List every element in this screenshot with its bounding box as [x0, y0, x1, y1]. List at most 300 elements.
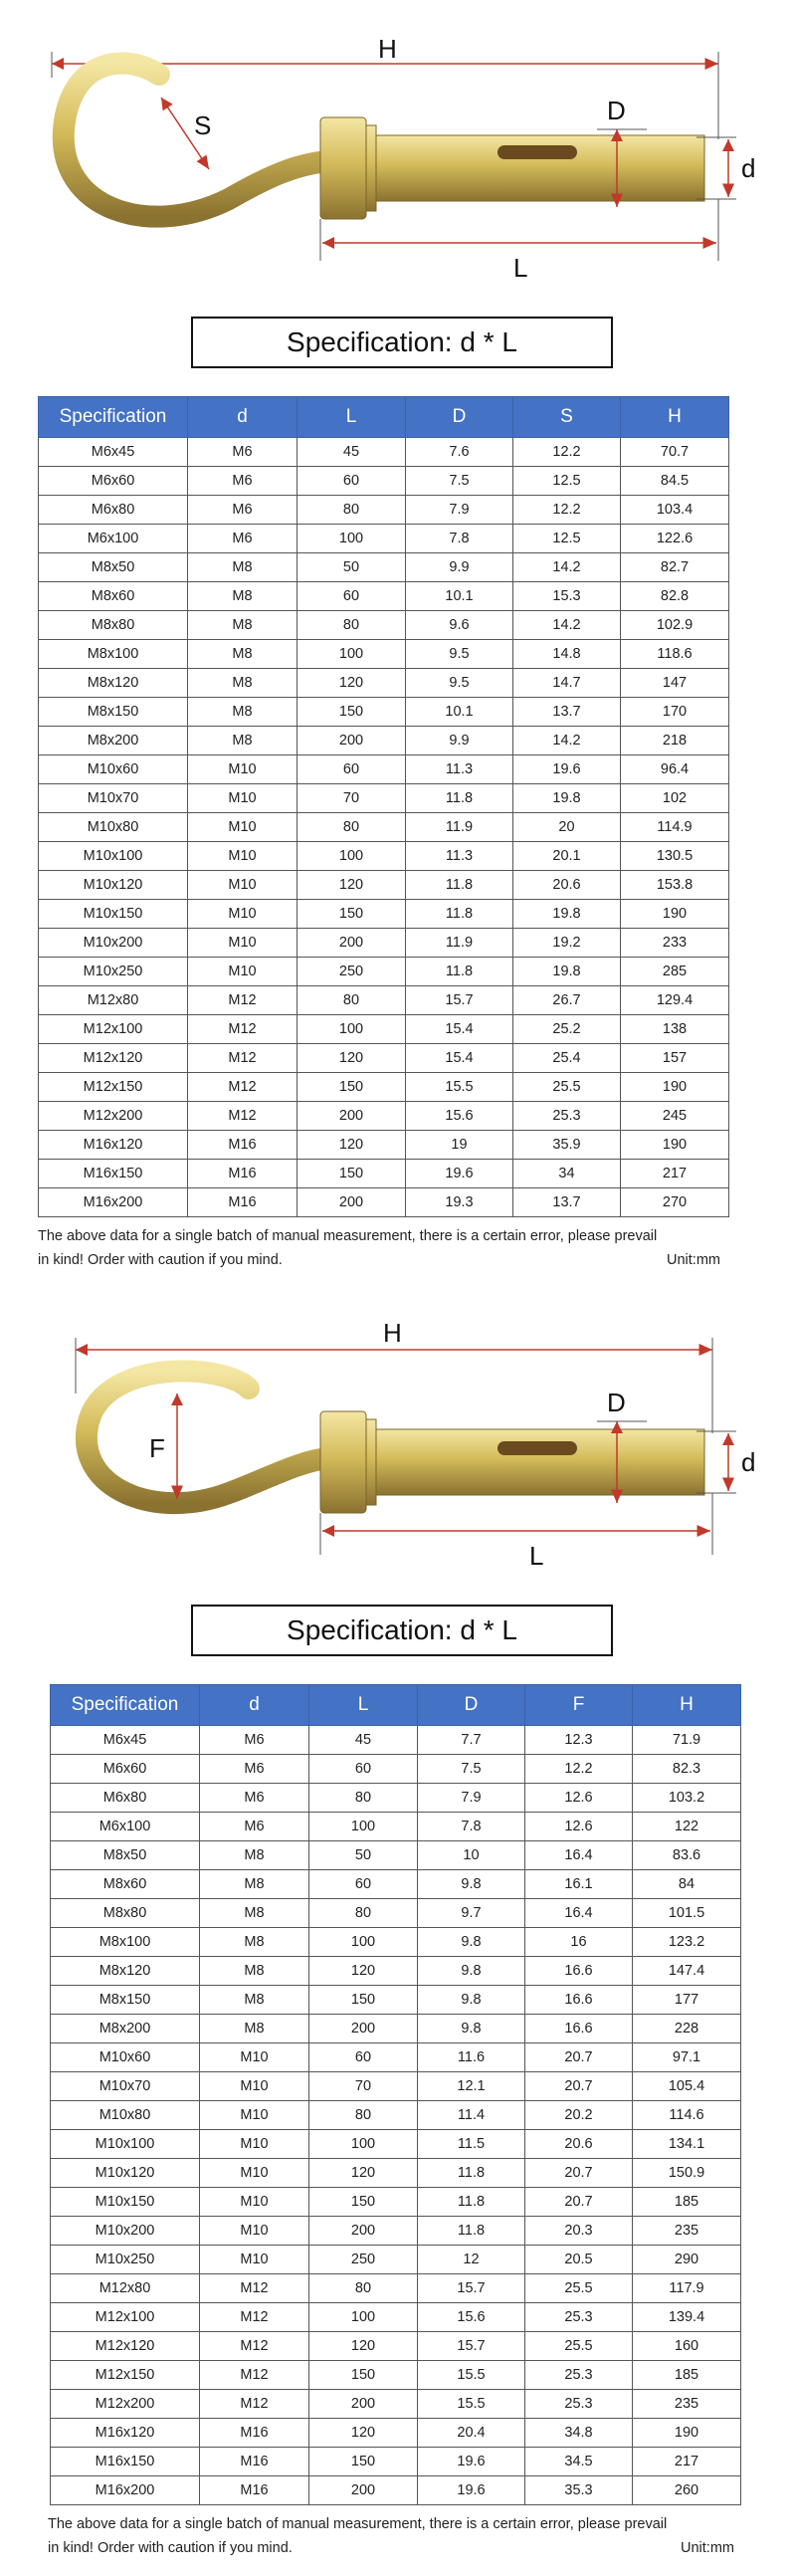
table-cell: M8: [200, 1841, 309, 1870]
table-cell: M6x45: [39, 438, 188, 467]
column-header: d: [200, 1685, 309, 1726]
column-header: S: [513, 397, 621, 438]
table-cell: 10.1: [406, 582, 513, 611]
table-cell: 114.9: [621, 813, 729, 842]
table-cell: 200: [298, 929, 406, 958]
table-cell: 12.2: [525, 1755, 633, 1784]
table-cell: M16: [188, 1188, 298, 1217]
table-cell: 19.8: [513, 958, 621, 986]
table-cell: 70: [298, 784, 406, 813]
table-cell: 50: [309, 1841, 418, 1870]
table-cell: 120: [298, 871, 406, 900]
table-cell: 7.5: [406, 467, 513, 496]
table-cell: 12: [418, 2246, 525, 2274]
table-cell: 170: [621, 698, 729, 727]
table-cell: M6: [200, 1784, 309, 1813]
table-cell: M12x200: [39, 1102, 188, 1131]
table-row: [51, 1928, 741, 1957]
table-cell: 11.8: [418, 2159, 525, 2188]
table-cell: 177: [633, 1986, 741, 2015]
table-cell: 16.4: [525, 1899, 633, 1928]
table-cell: M10x70: [39, 784, 188, 813]
table-cell: M6x80: [39, 496, 188, 525]
table-cell: 190: [633, 2419, 741, 2448]
table-cell: 9.9: [406, 727, 513, 755]
column-header: L: [309, 1685, 418, 1726]
table-cell: 25.4: [513, 1044, 621, 1073]
table-cell: M12x80: [51, 2274, 200, 2303]
note-line-2: in kind! Order with caution if you mind.: [48, 2540, 293, 2556]
table-cell: 9.6: [406, 611, 513, 640]
table-cell: 25.3: [513, 1102, 621, 1131]
table-cell: 82.8: [621, 582, 729, 611]
table-cell: M8: [188, 553, 298, 582]
table-cell: M10x120: [39, 871, 188, 900]
table-cell: 16.6: [525, 1986, 633, 2015]
table-cell: M10x70: [51, 2072, 200, 2101]
table-cell: 100: [298, 842, 406, 871]
table-row: [39, 1160, 729, 1188]
table-cell: M10x100: [51, 2130, 200, 2159]
table-cell: 120: [309, 2332, 418, 2361]
table-row: [39, 438, 729, 467]
table-cell: 200: [309, 2217, 418, 2246]
label-d-2: d: [741, 1447, 756, 1477]
table-row: [39, 958, 729, 986]
table-cell: M6: [200, 1755, 309, 1784]
table-cell: M10: [200, 2130, 309, 2159]
table-cell: 11.4: [418, 2101, 525, 2130]
table-cell: 150: [298, 1073, 406, 1102]
table-row: [51, 1726, 741, 1755]
table-cell: 15.6: [418, 2303, 525, 2332]
hex-nut: [320, 117, 366, 219]
table-cell: 96.4: [621, 755, 729, 784]
table-cell: 14.2: [513, 727, 621, 755]
table-cell: M8x200: [39, 727, 188, 755]
note-line-1: The above data for a single batch of manual measurement, there is a certain error, please prevail: [48, 2516, 668, 2532]
table-cell: 9.8: [418, 2015, 525, 2043]
table-cell: M6: [188, 438, 298, 467]
table-cell: 147: [621, 669, 729, 698]
table-cell: 290: [633, 2246, 741, 2274]
table-row: [51, 1870, 741, 1899]
table-cell: 150: [298, 1160, 406, 1188]
table-cell: M12: [200, 2274, 309, 2303]
table-cell: 45: [298, 438, 406, 467]
table-cell: 15.3: [513, 582, 621, 611]
table-cell: M8: [200, 1928, 309, 1957]
table-cell: 9.8: [418, 1870, 525, 1899]
label-D-2: D: [607, 1388, 626, 1417]
eye-bolt-drawing: [0, 1294, 796, 1593]
table-cell: 11.8: [406, 958, 513, 986]
table-cell: 9.9: [406, 553, 513, 582]
table-cell: 11.3: [406, 842, 513, 871]
table-cell: 12.6: [525, 1813, 633, 1841]
table-row: [51, 2246, 741, 2274]
table-cell: 25.3: [525, 2303, 633, 2332]
table-row: [51, 2361, 741, 2390]
table-cell: 100: [298, 1015, 406, 1044]
table-cell: 190: [621, 1073, 729, 1102]
table-cell: 235: [633, 2390, 741, 2419]
table-cell: 13.7: [513, 1188, 621, 1217]
table-cell: 70: [309, 2072, 418, 2101]
table-cell: 25.5: [513, 1073, 621, 1102]
table-row: [39, 842, 729, 871]
column-header: D: [406, 397, 513, 438]
table-cell: 19.6: [418, 2476, 525, 2505]
table-cell: 235: [633, 2217, 741, 2246]
table-cell: 260: [633, 2476, 741, 2505]
hook-bolt-drawing: [0, 0, 796, 299]
table-cell: 82.3: [633, 1755, 741, 1784]
table-cell: M8: [200, 1899, 309, 1928]
table-header-row: [39, 397, 729, 438]
table-row: [39, 525, 729, 553]
table-cell: 20.7: [525, 2043, 633, 2072]
table-row: [39, 582, 729, 611]
table-row: [51, 1784, 741, 1813]
table-row: [51, 2130, 741, 2159]
table-row: [39, 698, 729, 727]
table-cell: 60: [298, 755, 406, 784]
table-row: [39, 755, 729, 784]
table-cell: M16: [200, 2419, 309, 2448]
table-cell: 84: [633, 1870, 741, 1899]
note-line-1: The above data for a single batch of manual measurement, there is a certain error, please prevail: [38, 1228, 658, 1244]
table-cell: 100: [309, 1813, 418, 1841]
table-cell: 12.2: [513, 496, 621, 525]
label-d: d: [741, 153, 756, 183]
table-row: [51, 1986, 741, 2015]
table-row: [39, 727, 729, 755]
table-cell: M6x45: [51, 1726, 200, 1755]
table-cell: 11.8: [406, 784, 513, 813]
table-cell: 228: [633, 2015, 741, 2043]
column-header: d: [188, 397, 298, 438]
table-cell: 16.4: [525, 1841, 633, 1870]
table-cell: M8x50: [51, 1841, 200, 1870]
table-cell: 15.7: [418, 2274, 525, 2303]
table-cell: 120: [309, 1957, 418, 1986]
table-cell: 15.6: [406, 1102, 513, 1131]
label-S: S: [194, 110, 212, 140]
table-cell: 10: [418, 1841, 525, 1870]
table-cell: 19.6: [513, 755, 621, 784]
table-cell: 7.7: [418, 1726, 525, 1755]
table-cell: M16: [188, 1160, 298, 1188]
table-cell: M10: [188, 842, 298, 871]
table-cell: M10: [188, 929, 298, 958]
table-cell: 200: [309, 2476, 418, 2505]
table-cell: 11.8: [406, 871, 513, 900]
table-cell: M12x150: [39, 1073, 188, 1102]
table-cell: 25.3: [525, 2390, 633, 2419]
spec-table-2: [50, 1684, 741, 2505]
table-cell: M12x120: [51, 2332, 200, 2361]
table-cell: 114.6: [633, 2101, 741, 2130]
table-cell: 14.2: [513, 611, 621, 640]
table-cell: M6: [188, 467, 298, 496]
table-cell: 71.9: [633, 1726, 741, 1755]
table-cell: 120: [298, 1131, 406, 1160]
table-cell: 13.7: [513, 698, 621, 727]
table-cell: M8x60: [39, 582, 188, 611]
table-cell: M16: [200, 2448, 309, 2476]
table-cell: M12: [200, 2361, 309, 2390]
label-D: D: [607, 96, 626, 125]
table-cell: M10: [200, 2159, 309, 2188]
table-cell: 15.5: [418, 2361, 525, 2390]
table-cell: 7.9: [406, 496, 513, 525]
table-cell: 84.5: [621, 467, 729, 496]
table-cell: M16: [200, 2476, 309, 2505]
table-cell: M8x200: [51, 2015, 200, 2043]
table-cell: 150: [309, 2448, 418, 2476]
table-cell: 20.3: [525, 2217, 633, 2246]
table-cell: 200: [298, 1188, 406, 1217]
table-cell: 12.5: [513, 525, 621, 553]
table-cell: 100: [309, 1928, 418, 1957]
table-cell: M12: [188, 1044, 298, 1073]
table-row: [39, 1188, 729, 1217]
table-cell: 9.5: [406, 640, 513, 669]
table-cell: 200: [309, 2015, 418, 2043]
table-cell: M8x120: [39, 669, 188, 698]
table-cell: 34.8: [525, 2419, 633, 2448]
table-cell: 185: [633, 2188, 741, 2217]
table-cell: M10x60: [51, 2043, 200, 2072]
table-row: [51, 2043, 741, 2072]
hex-nut-2: [320, 1411, 366, 1513]
table-cell: 60: [298, 582, 406, 611]
table-cell: M8: [200, 2015, 309, 2043]
table-cell: M6x100: [51, 1813, 200, 1841]
table-cell: 70.7: [621, 438, 729, 467]
table-cell: 80: [309, 1899, 418, 1928]
label-L: L: [513, 253, 528, 283]
table-cell: 15.4: [406, 1044, 513, 1073]
table-cell: M10: [188, 813, 298, 842]
table-cell: M16x120: [51, 2419, 200, 2448]
table-cell: 25.2: [513, 1015, 621, 1044]
spec-table-1: [38, 396, 729, 1217]
table-row: [39, 813, 729, 842]
table-cell: 102.9: [621, 611, 729, 640]
table-row: [51, 2015, 741, 2043]
table-cell: 15.5: [406, 1073, 513, 1102]
table-cell: 200: [298, 727, 406, 755]
table-cell: 80: [298, 986, 406, 1015]
table-cell: 233: [621, 929, 729, 958]
table-cell: 19: [406, 1131, 513, 1160]
table-cell: 60: [309, 1870, 418, 1899]
label-H: H: [378, 34, 397, 64]
table-cell: M10: [188, 784, 298, 813]
table-cell: 25.5: [525, 2274, 633, 2303]
table-cell: M12x100: [39, 1015, 188, 1044]
table-cell: 80: [309, 1784, 418, 1813]
table-cell: M10x200: [39, 929, 188, 958]
table-row: [39, 553, 729, 582]
table-cell: 20.7: [525, 2188, 633, 2217]
hook-bolt-diagram: [0, 0, 796, 299]
unit-label-2: Unit:mm: [681, 2540, 734, 2556]
table-cell: M12: [200, 2303, 309, 2332]
table-row: [39, 1073, 729, 1102]
table-cell: 50: [298, 553, 406, 582]
table-cell: 9.8: [418, 1986, 525, 2015]
table-cell: M6: [200, 1813, 309, 1841]
table-cell: 16.6: [525, 1957, 633, 1986]
table-cell: 123.2: [633, 1928, 741, 1957]
table-row: [51, 2476, 741, 2505]
table-row: [51, 2217, 741, 2246]
table-row: [51, 2303, 741, 2332]
table-cell: 200: [309, 2390, 418, 2419]
table-cell: 120: [309, 2419, 418, 2448]
table-cell: 60: [298, 467, 406, 496]
table-cell: 270: [621, 1188, 729, 1217]
table-cell: 12.5: [513, 467, 621, 496]
table-cell: M8: [188, 669, 298, 698]
table-cell: 80: [309, 2274, 418, 2303]
column-header: H: [621, 397, 729, 438]
table-cell: 20.6: [513, 871, 621, 900]
table-cell: M10x100: [39, 842, 188, 871]
table-cell: 20.6: [525, 2130, 633, 2159]
table-cell: 16: [525, 1928, 633, 1957]
table-cell: 117.9: [633, 2274, 741, 2303]
table-cell: 147.4: [633, 1957, 741, 1986]
table-cell: 20: [513, 813, 621, 842]
table-cell: M12x120: [39, 1044, 188, 1073]
table-row: [51, 2419, 741, 2448]
table-row: [51, 2188, 741, 2217]
table-cell: 7.5: [418, 1755, 525, 1784]
table-cell: 34.5: [525, 2448, 633, 2476]
table-cell: 60: [309, 1755, 418, 1784]
table-cell: M16x150: [51, 2448, 200, 2476]
table-cell: M10: [200, 2072, 309, 2101]
eye-shape: [87, 1371, 328, 1503]
table-cell: 20.1: [513, 842, 621, 871]
table-row: [39, 986, 729, 1015]
table-cell: M10x200: [51, 2217, 200, 2246]
table-cell: M8x60: [51, 1870, 200, 1899]
table-row: [51, 2390, 741, 2419]
table-cell: 19.6: [406, 1160, 513, 1188]
table-cell: M10: [200, 2101, 309, 2130]
table-row: [39, 929, 729, 958]
table-cell: 157: [621, 1044, 729, 1073]
table-cell: 150: [309, 2361, 418, 2390]
eye-bolt-diagram: [0, 1294, 796, 1593]
table-cell: 218: [621, 727, 729, 755]
table-cell: 45: [309, 1726, 418, 1755]
table-cell: 35.9: [513, 1131, 621, 1160]
table-cell: 34: [513, 1160, 621, 1188]
table-cell: 11.9: [406, 813, 513, 842]
table-cell: M8x80: [51, 1899, 200, 1928]
table-cell: 11.8: [418, 2188, 525, 2217]
table-row: [51, 1957, 741, 1986]
table-cell: 101.5: [633, 1899, 741, 1928]
table-row: [39, 640, 729, 669]
table-cell: M8: [188, 582, 298, 611]
table-cell: 11.3: [406, 755, 513, 784]
table-cell: 80: [309, 2101, 418, 2130]
table-cell: M8x120: [51, 1957, 200, 1986]
table-cell: M6x100: [39, 525, 188, 553]
table-cell: 11.8: [406, 900, 513, 929]
table-cell: M8: [200, 1986, 309, 2015]
table-cell: M10x120: [51, 2159, 200, 2188]
table-cell: M12: [188, 986, 298, 1015]
table-cell: 14.2: [513, 553, 621, 582]
table-cell: M6: [188, 525, 298, 553]
table-row: [39, 784, 729, 813]
column-header: D: [418, 1685, 525, 1726]
table-cell: 20.7: [525, 2159, 633, 2188]
table-cell: 129.4: [621, 986, 729, 1015]
table-cell: M12x200: [51, 2390, 200, 2419]
table-cell: M6x60: [51, 1755, 200, 1784]
table-cell: M8x50: [39, 553, 188, 582]
table-cell: 7.8: [418, 1813, 525, 1841]
table-cell: M10: [200, 2188, 309, 2217]
table-cell: M10x150: [51, 2188, 200, 2217]
table-row: [39, 467, 729, 496]
table-cell: 150: [309, 1986, 418, 2015]
unit-label: Unit:mm: [667, 1252, 720, 1268]
table-cell: 120: [298, 669, 406, 698]
table-row: [39, 871, 729, 900]
table-cell: M12x100: [51, 2303, 200, 2332]
table-cell: 20.2: [525, 2101, 633, 2130]
table-cell: 12.1: [418, 2072, 525, 2101]
spec-title-box-2: Specification: d * L: [191, 1605, 613, 1656]
table-cell: M8x100: [51, 1928, 200, 1957]
table-row: [51, 1755, 741, 1784]
table-cell: 35.3: [525, 2476, 633, 2505]
table-cell: 250: [309, 2246, 418, 2274]
table-cell: 139.4: [633, 2303, 741, 2332]
table-cell: 80: [298, 496, 406, 525]
table-cell: M6: [200, 1726, 309, 1755]
table-cell: 150: [298, 698, 406, 727]
table-cell: 103.4: [621, 496, 729, 525]
table-cell: 100: [309, 2130, 418, 2159]
table-cell: 20.7: [525, 2072, 633, 2101]
table-cell: 9.5: [406, 669, 513, 698]
table-row: [51, 2159, 741, 2188]
table-cell: 285: [621, 958, 729, 986]
table-cell: 12.2: [513, 438, 621, 467]
table-cell: M12: [200, 2390, 309, 2419]
table-cell: M8: [188, 727, 298, 755]
table-row: [51, 1841, 741, 1870]
table-row: [39, 669, 729, 698]
table-row: [39, 1131, 729, 1160]
table-cell: M12: [200, 2332, 309, 2361]
table-row: [39, 1102, 729, 1131]
table-cell: M8: [188, 698, 298, 727]
table-cell: M16x200: [39, 1188, 188, 1217]
table-cell: M12x80: [39, 986, 188, 1015]
